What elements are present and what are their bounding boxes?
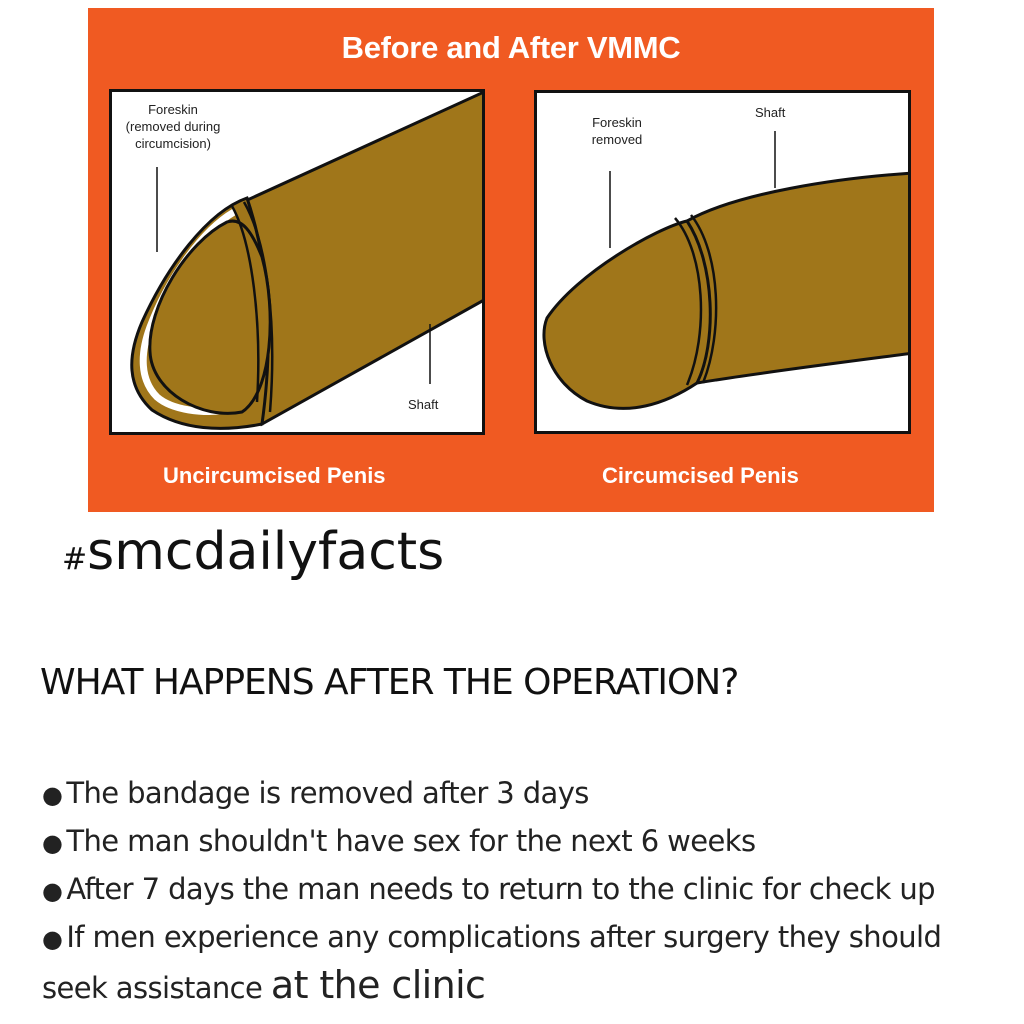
hash-symbol: #: [62, 542, 88, 577]
fact-continuation: [42, 962, 1017, 1011]
foreskin-label-line: removed: [591, 131, 643, 147]
foreskin-label-line: (removed during: [125, 118, 221, 134]
fact-text: seek assistance: [42, 971, 271, 1005]
fact-item: [42, 818, 1017, 866]
facts-list: [42, 770, 1017, 1011]
circumcised-diagram: [534, 90, 911, 434]
foreskin-label-line: Foreskin: [592, 115, 642, 130]
fact-item: [42, 866, 1017, 914]
infographic-title: Before and After VMMC: [341, 30, 681, 65]
caption-uncircumcised: Uncircumcised Penis: [163, 463, 386, 488]
bullet-icon: ●: [42, 877, 63, 905]
fact-text: The man shouldn't have sex for the next 6 weeks: [66, 824, 756, 858]
foreskin-label-line: circumcision): [135, 135, 211, 151]
bullet-icon: ●: [42, 781, 63, 809]
vmmc-infographic: [88, 8, 934, 512]
hashtag-text: smcdailyfacts: [87, 522, 445, 582]
shaft-label-left: Shaft: [408, 397, 439, 412]
foreskin-label-right: [577, 115, 657, 149]
fact-text: If men experience any complications after surgery they should: [66, 920, 942, 954]
hashtag: [62, 522, 444, 582]
section-heading: WHAT HAPPENS AFTER THE OPERATION?: [40, 662, 739, 703]
bullet-icon: ●: [42, 829, 63, 857]
fact-item: [42, 770, 1017, 818]
foreskin-label-line: Foreskin: [148, 102, 198, 117]
fact-item: [42, 914, 1017, 962]
uncircumcised-diagram: [109, 89, 485, 435]
fact-text-large: at the clinic: [270, 963, 486, 1007]
shaft-label-right: Shaft: [755, 105, 786, 120]
caption-circumcised: Circumcised Penis: [602, 463, 799, 488]
foreskin-label-left: [118, 102, 228, 153]
bullet-icon: ●: [42, 925, 63, 953]
fact-text: The bandage is removed after 3 days: [66, 776, 589, 810]
fact-text: After 7 days the man needs to return to the clinic for check up: [66, 872, 935, 906]
